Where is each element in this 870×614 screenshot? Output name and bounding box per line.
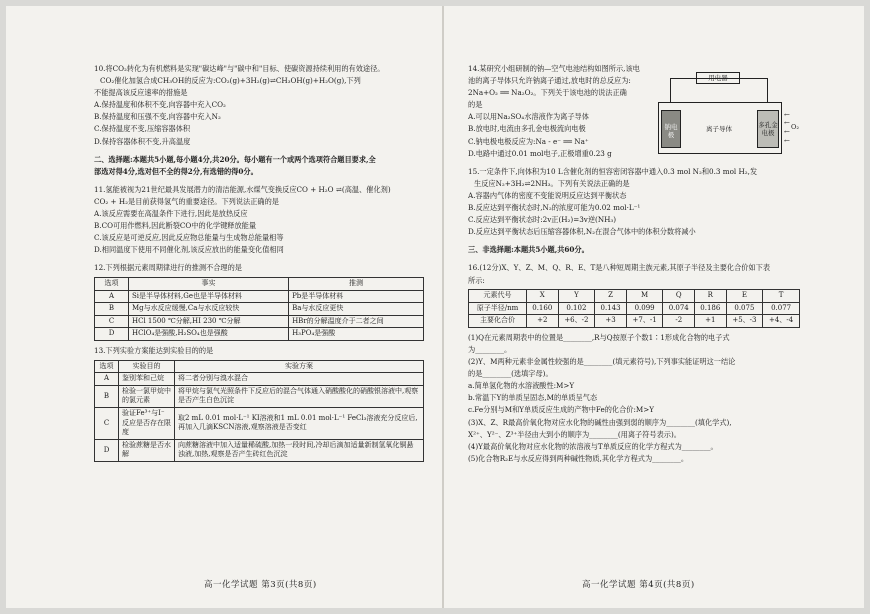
q15-option-b: B.反应达到平衡状态时,N₂的浓度可能为0.02 mol·L⁻¹ — [468, 203, 641, 213]
table-row — [95, 303, 424, 316]
q14-option-c: C.钠电极电极反应为:Na - e⁻ ══ Na⁺ — [468, 136, 589, 146]
table-cell: 0.077 — [763, 302, 800, 315]
table-header: X — [527, 290, 559, 303]
table-row — [469, 315, 800, 328]
table-cell: 将甲烷与氯气光照条件下反应后的混合气体通入硝酸酸化的硝酸银溶液中,观察是否产生白色沉淀 — [175, 385, 424, 407]
q14-option-a: A.可以用Na₂SO₄水溶液作为离子导体 — [468, 112, 589, 122]
table-cell: 将二者分别与溴水混合 — [175, 373, 424, 386]
question-12 — [94, 263, 424, 341]
q16-sub: X²⁺、Y²⁻、Z³⁺半径由大到小的顺序为________(用离子符号表示)。 — [468, 429, 681, 439]
table-header: E — [726, 290, 763, 303]
section-2-heading-cont: 部选对得4分,选对但不全的得2分,有选错的得0分。 — [94, 166, 258, 176]
table-header: M — [626, 290, 663, 303]
page-gutter — [442, 6, 444, 608]
table-cell: 0.160 — [527, 302, 559, 315]
table-row — [95, 373, 424, 386]
table-cell: HBr的分解温度介于二者之间 — [289, 315, 424, 328]
table-cell: +1 — [695, 315, 727, 328]
q11-option-b: B.CO可用作燃料,因此断裂CO中的化学键释放能量 — [94, 221, 257, 231]
q16-sub: a.简单氢化物的水溶液酸性:M>Y — [468, 381, 575, 391]
table-header: T — [763, 290, 800, 303]
table-header: 事实 — [129, 278, 289, 291]
table-header: 元素代号 — [469, 290, 527, 303]
q14-option-b: B.放电时,电流由多孔金电极流向电极 — [468, 124, 586, 134]
section-2-heading: 二、选择题:本题共5小题,每小题4分,共20分。每小题有一个或两个选项符合题目要求,全 — [94, 154, 376, 164]
oxygen-label: O₂ — [791, 123, 799, 131]
battery-diagram — [658, 72, 798, 166]
q10-option-c: C.保持温度不变,压缩容器体积 — [94, 124, 191, 134]
table-header: 实验方案 — [175, 360, 424, 373]
table-row — [469, 302, 800, 315]
table-row — [95, 439, 424, 461]
table-cell: B — [95, 303, 129, 316]
left-page — [94, 64, 424, 467]
q15-line: 15.一定条件下,向体积为10 L含催化剂的恒容密闭容器中通入0.3 mol N₂和0.3 mol H₂,发 — [468, 166, 758, 176]
question-16 — [468, 263, 800, 464]
table-cell: HCl 1500 ℃分解,HI 230 ℃分解 — [129, 315, 289, 328]
table-header-row — [95, 360, 424, 373]
table-cell: 0.074 — [663, 302, 695, 315]
q16-sub: (3)X、Z、R最高价氧化物对应水化物的碱性由强到弱的顺序为________(填化学式), — [468, 417, 732, 427]
table-row — [95, 290, 424, 303]
table-cell: 原子半径/nm — [469, 302, 527, 315]
arrow-left-icon: ← — [784, 137, 790, 145]
table-cell: HClO₄是强酸,H₂SO₄也是强酸 — [129, 328, 289, 341]
electrolyte-label: 离子导体 — [706, 125, 732, 133]
table-header: Q — [663, 290, 695, 303]
circuit-wire — [670, 78, 768, 102]
q11-option-d: D.相同温度下使用不同催化剂,该反应放出的能量变化值相同 — [94, 245, 284, 255]
table-cell: 0.186 — [695, 302, 727, 315]
table-cell: Si是半导体材料,Ge也是半导体材料 — [129, 290, 289, 303]
table-cell: +2 — [527, 315, 559, 328]
table-row — [95, 407, 424, 439]
table-cell: -2 — [663, 315, 695, 328]
table-header: 选项 — [95, 278, 129, 291]
q12-table — [94, 277, 424, 341]
table-cell: Pb是半导体材料 — [289, 290, 424, 303]
q14-line: 2Na+O₂ ══ Na₂O₂。下列关于该电池的说法正确 — [468, 88, 627, 98]
table-cell: 0.143 — [595, 302, 627, 315]
question-10 — [94, 64, 424, 147]
q10-option-b: B.保持温度和压强不变,向容器中充入N₂ — [94, 112, 221, 122]
section-3-heading: 三、非选择题:本题共5小题,共60分。 — [468, 245, 589, 255]
arrow-left-icon: ← — [784, 119, 790, 127]
table-header-row — [469, 290, 800, 303]
q10-option-a: A.保持温度和体积不变,向容器中充入CO₂ — [94, 100, 226, 110]
table-cell: A — [95, 373, 119, 386]
page-footer-right: 高一化学试题 第4页(共8页) — [582, 580, 695, 590]
q10-line: CO₂催化加氢合成CH₃OH的反应为:CO₂(g)+3H₂(g)⇌CH₃OH(g)+H₂O(g),下列 — [100, 76, 361, 86]
q10-option-d: D.保持容器体积不变,升高温度 — [94, 136, 191, 146]
table-cell: 检验一氯甲烷中的氯元素 — [119, 385, 175, 407]
table-cell: Mg与水反应缓慢,Ca与水反应较快 — [129, 303, 289, 316]
page-footer-left: 高一化学试题 第3页(共8页) — [204, 580, 317, 590]
q11-option-c: C.该反应是可逆反应,因此反应物总能量与生成物总能量相等 — [94, 233, 284, 243]
table-cell: 主要化合价 — [469, 315, 527, 328]
q11-line: 11.氢能被视为21世纪最具发展潜力的清洁能源,水煤气变换反应CO + H₂O ⇌(高温、催化剂) — [94, 184, 391, 194]
q10-line: 10.将CO₂转化为有机燃料是实现"碳达峰"与"碳中和"目标、使碳资源持续利用的有效途径。 — [94, 64, 385, 73]
q11-option-a: A.该反应需要在高温条件下进行,因此是放热反应 — [94, 209, 248, 219]
q14-option-d: D.电路中通过0.01 mol电子,正极增重0.23 g — [468, 148, 612, 158]
question-15 — [468, 167, 800, 238]
table-cell: D — [95, 328, 129, 341]
arrow-left-icon: ← — [784, 111, 790, 119]
table-cell: C — [95, 315, 129, 328]
q10-line: 不能提高该反应速率的措施是 — [94, 88, 188, 98]
cathode-label: 多孔金电极 — [757, 110, 779, 148]
anode-label: 钠电极 — [661, 110, 681, 148]
q11-line: CO₂ + H₂是目前获得氢气的重要途径。下列说法正确的是 — [94, 196, 279, 206]
table-header: 选项 — [95, 360, 119, 373]
table-cell: +6、-2 — [558, 315, 595, 328]
table-row — [95, 328, 424, 341]
table-cell: 0.075 — [726, 302, 763, 315]
q16-sub: (1)Q在元素周期表中的位置是________,R与Q按原子个数1∶1形成化合物的电子式 — [468, 332, 730, 342]
table-cell: D — [95, 439, 119, 461]
q13-stem: 13.下列实验方案能达到实验目的的是 — [94, 345, 214, 355]
table-header-row — [95, 278, 424, 291]
arrow-left-icon: ← — [784, 128, 790, 136]
table-header: R — [695, 290, 727, 303]
q16-sub: 为________。 — [468, 344, 512, 354]
question-11 — [94, 185, 424, 256]
question-13 — [94, 346, 424, 462]
q16-sub: c.Fe分别与M和Y单质反应生成的产物中Fe的化合价:M>Y — [468, 405, 655, 415]
q15-option-d: D.反应达到平衡状态后压缩容器体积,N₂在混合气体中的体积分数将减小 — [468, 227, 696, 237]
table-cell: 鉴别苯和己烷 — [119, 373, 175, 386]
q16-sub: (5)化合物R₂E与水反应得到两种碱性物质,其化学方程式为________。 — [468, 453, 689, 463]
load-box: 用电器 — [696, 72, 740, 84]
table-header: 实验目的 — [119, 360, 175, 373]
exam-sheet — [6, 6, 864, 608]
table-cell: 0.099 — [626, 302, 663, 315]
table-header: Z — [595, 290, 627, 303]
q16-sub: (4)Y最高价氧化物对应水化物的浓溶液与T单质反应的化学方程式为________。 — [468, 441, 718, 451]
q16-table — [468, 289, 800, 328]
table-cell: Ba与水反应更快 — [289, 303, 424, 316]
q15-option-a: A.容器内气体的密度不变能说明反应达到平衡状态 — [468, 190, 627, 200]
q14-line: 的是 — [468, 100, 483, 110]
table-header: Y — [558, 290, 595, 303]
q15-line: 生反应N₂+3H₂⇌2NH₃。下列有关说法正确的是 — [474, 178, 630, 188]
q14-line: 14.某研究小组研制的钠—空气电池结构如图所示,该电 — [468, 64, 640, 73]
q14-line: 池的离子导体只允许钠离子通过,放电时的总反应为: — [468, 76, 631, 86]
q16-sub: (2)Y、M两种元素非金属性较强的是________(填元素符号),下列事实能证明这一结论 — [468, 357, 736, 367]
q13-table — [94, 360, 424, 462]
table-cell: A — [95, 290, 129, 303]
q15-option-c: C.反应达到平衡状态时:2v正(H₂)=3v逆(NH₃) — [468, 215, 617, 225]
table-cell: C — [95, 407, 119, 439]
table-cell: 检验蔗糖是否水解 — [119, 439, 175, 461]
q16-sub: 的是________(选填字母)。 — [468, 369, 553, 379]
table-cell: +3 — [595, 315, 627, 328]
table-row — [95, 385, 424, 407]
table-header: 推测 — [289, 278, 424, 291]
table-cell: +7、-1 — [626, 315, 663, 328]
table-cell: 向蔗糖溶液中加入适量稀硫酸,加热一段时间,冷却后滴加适量新制氢氧化铜悬浊液,加热,观察是否产生砖红色沉淀 — [175, 439, 424, 461]
table-cell: 验证Fe³⁺与I⁻反应是否存在限度 — [119, 407, 175, 439]
table-cell: +5、-3 — [726, 315, 763, 328]
table-cell: 0.102 — [558, 302, 595, 315]
q16-stem: 所示: — [468, 275, 485, 285]
table-cell: H₃PO₄是强酸 — [289, 328, 424, 341]
q16-sub: b.常温下Y的单质呈固态,M的单质呈气态 — [468, 393, 598, 403]
table-row — [95, 315, 424, 328]
q16-stem: 16.(12分)X、Y、Z、M、Q、R、E、T是八种短周期主族元素,其原子半径及主要化合价如下表 — [468, 263, 771, 273]
q12-stem: 12.下列根据元素周期律进行的推测不合理的是 — [94, 263, 242, 273]
table-cell: 取2 mL 0.01 mol·L⁻¹ KI溶液和1 mL 0.01 mol·L⁻¹ FeCl₃溶液充分反应后,再加入几滴KSCN溶液,观察溶液是否变红 — [175, 407, 424, 439]
table-cell: B — [95, 385, 119, 407]
table-cell: +4、-4 — [763, 315, 800, 328]
